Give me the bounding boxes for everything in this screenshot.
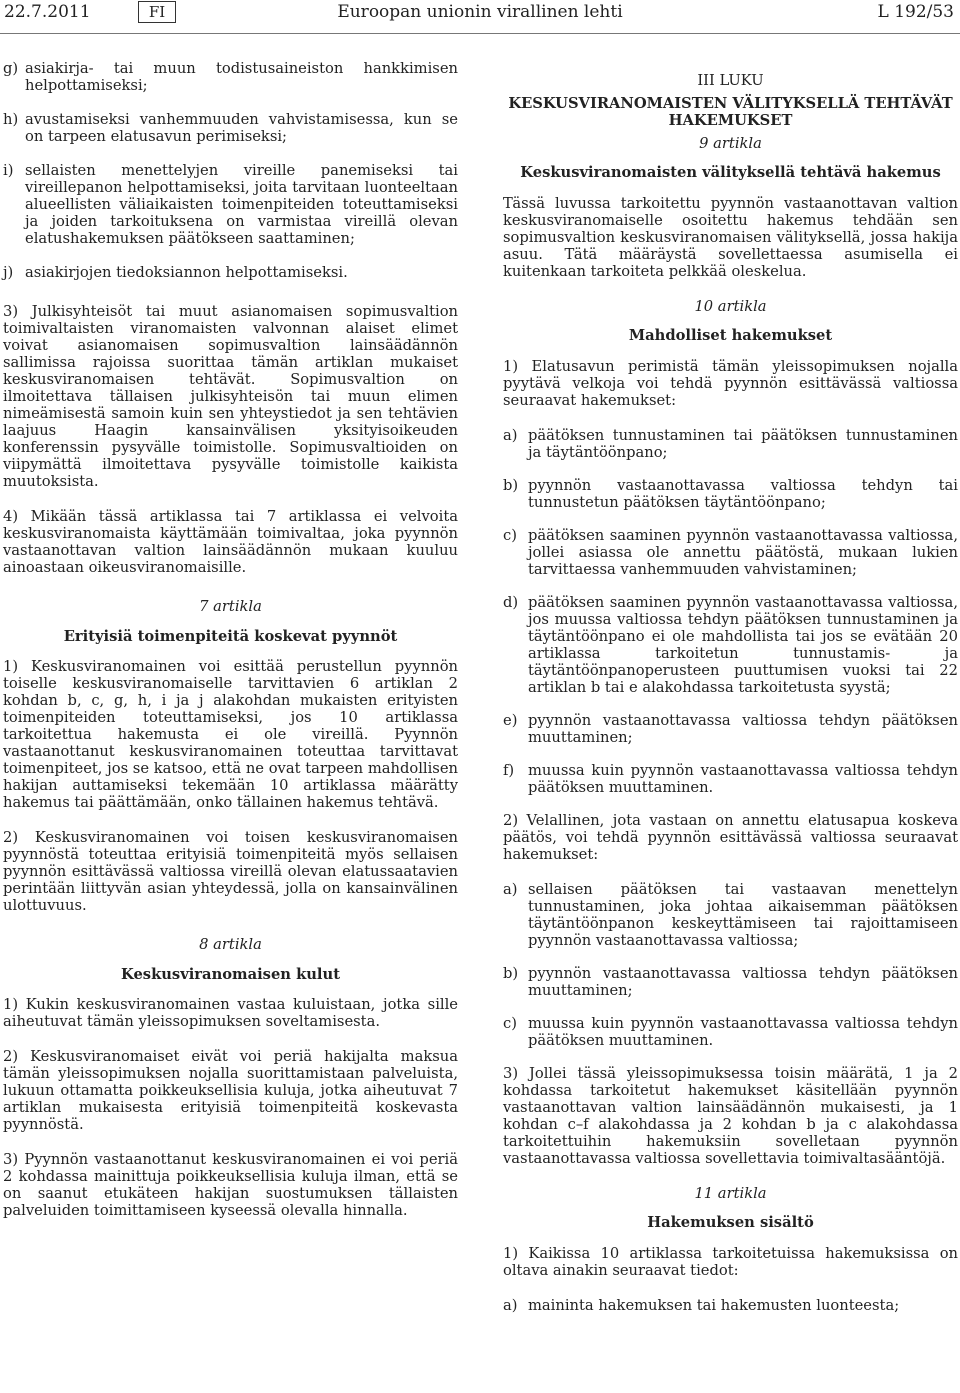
item-label: d) xyxy=(503,594,519,611)
item-label: a) xyxy=(503,881,518,898)
item-label: c) xyxy=(503,1015,517,1032)
list-item xyxy=(503,477,958,511)
item-text: sellaisen päätöksen tai vastaavan menettelyn tunnustaminen, joka johtaa aikaisemman päätöksen täytäntöönpanon keskeyttämiseen tai rajoittamiseen pyynnön vastaanottavassa valtiossa; xyxy=(528,881,958,949)
list-item xyxy=(3,162,458,247)
item-label: a) xyxy=(503,427,518,444)
list-item xyxy=(503,527,958,578)
item-text: päätöksen saaminen pyynnön vastaanottavassa valtiossa, jos muussa valtiossa tehdyn päätöksen tunnustaminen ja täytäntöönpano ei ole mahdollista tai jos se evätään 20 artiklassa tarkoitetun tunnustamis- ja täytäntöönpanoperusteen puuttumisen vuoksi tai 22 artiklan b tai e alakohdassa tarkoitetusta syystä; xyxy=(528,594,958,696)
item-text: päätöksen tunnustaminen tai päätöksen tunnustaminen ja täytäntöönpano; xyxy=(528,427,958,461)
article-title: Hakemuksen sisältö xyxy=(647,1214,814,1231)
item-label: e) xyxy=(503,712,518,729)
item-text: päätöksen saaminen pyynnön vastaanottavassa valtiossa, jollei asiassa ole annettu päätöstä, mukaan lukien tarvittaessa vanhemmuuden vahvistaminen; xyxy=(528,527,958,578)
article-number: 7 artikla xyxy=(199,598,262,615)
publication-date: 22.7.2011 xyxy=(4,2,91,22)
list-item xyxy=(503,427,958,461)
paragraph: 3) Pyynnön vastaanottanut keskusviranomainen ei voi periä 2 kohdassa mainittuja poikkeuksellisia kuluja ilman, että se on saanut etukäteen hakijan suostumuksen tällaisten palveluiden toimittamiseen kyseessä olevalla hinnalla. xyxy=(3,1151,458,1219)
right-column xyxy=(503,72,958,1330)
item-text: pyynnön vastaanottavassa valtiossa tehdyn päätöksen muuttaminen; xyxy=(528,712,958,746)
article-title: Erityisiä toimenpiteitä koskevat pyynnöt xyxy=(63,628,398,645)
item-text: asiakirjojen tiedoksiannon helpottamiseksi. xyxy=(25,264,348,281)
article-number: 10 artikla xyxy=(694,298,767,315)
item-label: f) xyxy=(503,762,515,779)
paragraph: 4) Mikään tässä artiklassa tai 7 artiklassa ei velvoita keskusviranomaista käyttämään toimivaltaa, joka pyynnön vastaanottavan valtion lainsäädännön mukaan kuuluu ainoastaan oikeusviranomaisille. xyxy=(3,508,458,576)
list-item xyxy=(503,1015,958,1049)
paragraph: 1) Kukin keskusviranomainen vastaa kuluistaan, jotka sille aiheutuvat tämän yleissopimuksen soveltamisesta. xyxy=(3,996,458,1030)
paragraph: 1) Elatusavun perimistä tämän yleissopimuksen nojalla pyytävä velkoja voi tehdä pyynnön esittävässä valtiossa seuraavat hakemukset: xyxy=(503,358,958,409)
item-text: sellaisten menettelyjen vireille panemiseksi tai vireillepanon helpottamiseksi, joita tarvitaan luonteeltaan alueellisten väliaikaisten toimenpiteiden toteuttamiseksi ja joiden tarkoituksena on varmistaa vireillä olevan elatushakemuksen päätökseen saattaminen; xyxy=(25,162,458,247)
article-number: 8 artikla xyxy=(199,936,262,953)
chapter-number: III LUKU xyxy=(697,72,764,89)
item-label: j) xyxy=(3,264,14,281)
list-item xyxy=(3,264,458,281)
item-label: a) xyxy=(503,1297,518,1314)
item-text: asiakirja- tai muun todistusaineiston hankkimisen helpottamiseksi; xyxy=(25,60,458,94)
item-label: c) xyxy=(503,527,517,544)
journal-title: Euroopan unionin virallinen lehti xyxy=(337,2,623,22)
list-item xyxy=(503,762,958,796)
paragraph: 2) Keskusviranomainen voi toisen keskusviranomaisen pyynnöstä toteuttaa erityisiä toimenpiteitä myös sellaisen pyynnön esittävässä valtiossa vireillä olevan elatussaatavien perintään liittyvän asian yhteydessä, jolla on kansainvälinen ulottuvuus. xyxy=(3,829,458,914)
list-item xyxy=(503,594,958,696)
paragraph: 2) Keskusviranomaiset eivät voi periä hakijalta maksua tämän yleissopimuksen nojalla suorittamistaan palveluista, lukuun ottamatta poikkeuksellisia kuluja, jotka aiheutuvat 7 artiklan mukaisesta erityisiä toimenpiteitä koskevasta pyynnöstä. xyxy=(3,1048,458,1133)
header-rule xyxy=(0,33,960,34)
item-text: pyynnön vastaanottavassa valtiossa tehdyn tai tunnustetun päätöksen täytäntöönpano; xyxy=(528,477,958,511)
item-text: maininta hakemuksen tai hakemusten luonteesta; xyxy=(528,1297,900,1314)
article-title: Keskusviranomaisten välityksellä tehtävä hakemus xyxy=(520,164,941,181)
paragraph: 3) Julkisyhteisöt tai muut asianomaisen sopimusvaltion toimivaltaisten viranomaisten valvonnan alaiset elimet voivat asianomaisen sopimusvaltion lainsäädännön sallimissa rajoissa suorittaa tämän artiklan mukaiset keskusviranomaisen tehtävät. Sopimusvaltion on ilmoitettava tällaisen julkisyhteisön tai muun elimen nimeämisestä samoin kuin sen yhteystiedot ja sen tehtävien laajuus Haagin kansainvälisen yksityisoikeuden konferenssin pysyvälle toimistolle. Sopimusvaltioiden on viipymättä ilmoitettava pysyvälle toimistolle kaikista muutoksista. xyxy=(3,303,458,490)
article-title: Keskusviranomaisen kulut xyxy=(121,966,340,983)
chapter-title: KESKUSVIRANOMAISTEN VÄLITYKSELLÄ TEHTÄVÄT HAKEMUKSET xyxy=(508,95,953,129)
paragraph: 1) Kaikissa 10 artiklassa tarkoitetuissa hakemuksissa on oltava ainakin seuraavat tiedot: xyxy=(503,1245,958,1279)
language-badge: FI xyxy=(138,1,176,23)
list-item xyxy=(503,965,958,999)
item-label: g) xyxy=(3,60,19,77)
page-reference: L 192/53 xyxy=(877,2,954,22)
item-text: pyynnön vastaanottavassa valtiossa tehdyn päätöksen muuttaminen; xyxy=(528,965,958,999)
paragraph: 2) Velallinen, jota vastaan on annettu elatusapua koskeva päätös, voi tehdä pyynnön esittävässä valtiossa seuraavat hakemukset: xyxy=(503,812,958,863)
list-item xyxy=(503,1297,958,1314)
item-label: h) xyxy=(3,111,19,128)
list-item xyxy=(3,60,458,94)
item-text: muussa kuin pyynnön vastaanottavassa valtiossa tehdyn päätöksen muuttaminen. xyxy=(528,762,958,796)
item-label: b) xyxy=(503,965,519,982)
paragraph: 1) Keskusviranomainen voi esittää perustellun pyynnön toiselle keskusviranomaiselle tarvittavien 6 artiklan 2 kohdan b, c, g, h, i ja j alakohdan mukaisten erityisten toimenpiteiden toteuttamiseksi, jos 10 artiklassa tarkoitettua hakemusta ei ole vireillä. Pyynnön vastaanottanut keskusviranomainen toteuttaa tarvittavat toimenpiteet, jos se katsoo, että ne ovat tarpeen mahdollisen hakijan auttamiseksi tekemään 10 artiklassa määrätty hakemus tai päättämään, onko tällainen hakemus tehtävä. xyxy=(3,658,458,811)
left-column xyxy=(3,60,458,1237)
page-header xyxy=(0,0,960,34)
list-item xyxy=(3,111,458,145)
item-text: avustamiseksi vanhemmuuden vahvistamisessa, kun se on tarpeen elatusavun perimiseksi; xyxy=(25,111,458,145)
item-label: i) xyxy=(3,162,14,179)
paragraph: 3) Jollei tässä yleissopimuksessa toisin määrätä, 1 ja 2 kohdassa tarkoitetut hakemukset käsitellään pyynnön vastaanottavan valtion lainsäädännön mukaisesti, ja 1 kohdan c–f alakohdassa ja 2 kohdan b ja c alakohdassa tarkoitettuihin hakemuksiin sovelletaan pyynnön vastaanottavassa valtiossa sovellettavia toimivaltasääntöjä. xyxy=(503,1065,958,1167)
article-number: 9 artikla xyxy=(699,135,762,152)
list-item xyxy=(503,881,958,949)
paragraph: Tässä luvussa tarkoitettu pyynnön vastaanottavan valtion keskusviranomaiselle osoitettu hakemus tehdään sen sopimusvaltion keskusviranomaisen välityksellä, jossa hakija asuu. Tätä määräystä sovellettaessa asumisella ei kuitenkaan tarkoiteta pelkkää oleskelua. xyxy=(503,195,958,280)
list-item xyxy=(503,712,958,746)
article-title: Mahdolliset hakemukset xyxy=(628,327,833,344)
item-label: b) xyxy=(503,477,519,494)
item-text: muussa kuin pyynnön vastaanottavassa valtiossa tehdyn päätöksen muuttaminen. xyxy=(528,1015,958,1049)
article-number: 11 artikla xyxy=(694,1185,767,1202)
